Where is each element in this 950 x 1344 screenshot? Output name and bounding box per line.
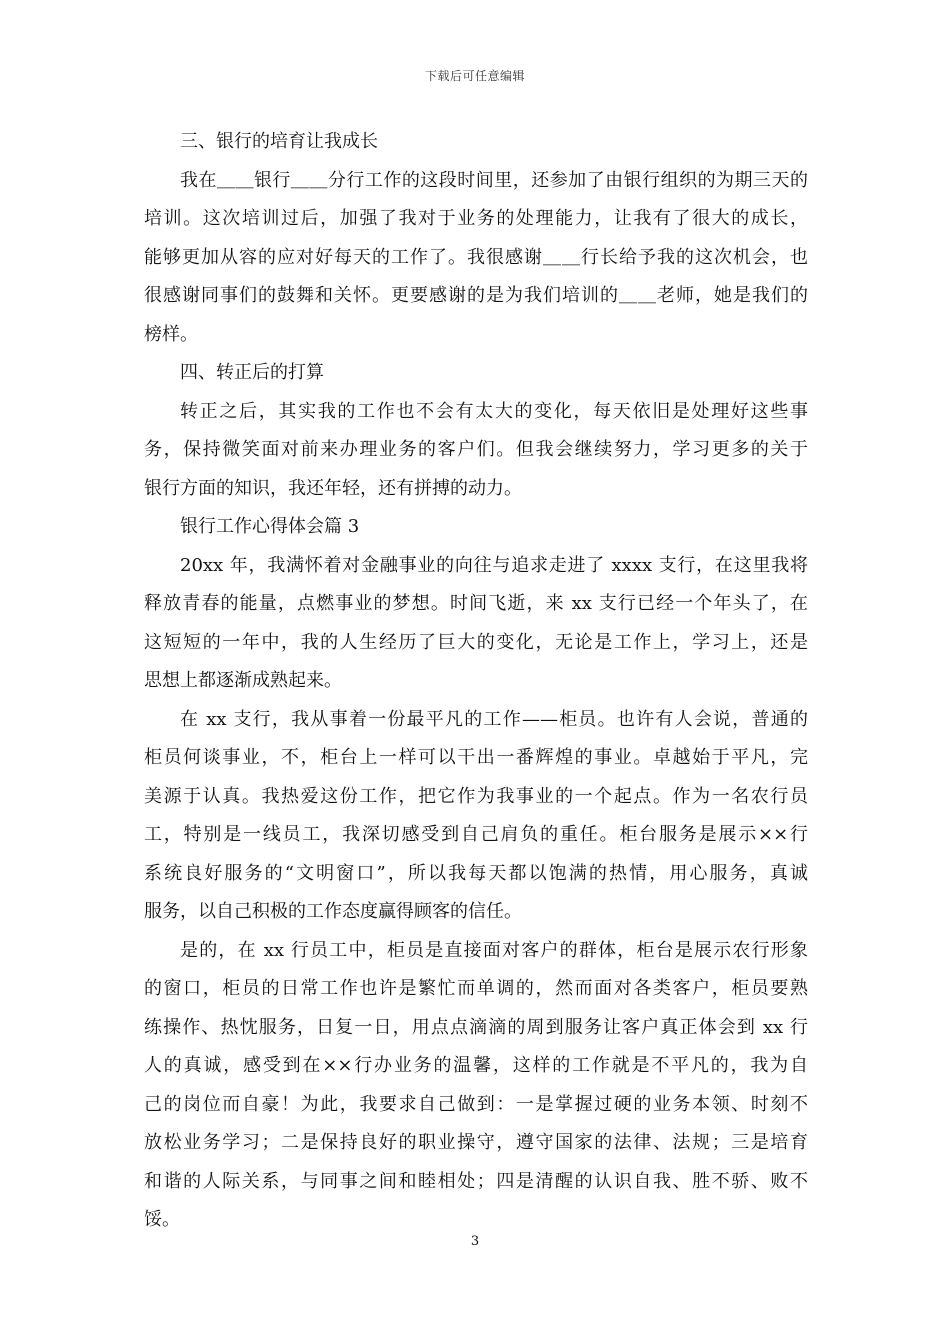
text-line: 培训。这次培训过后，加强了我对于业务的处理能力，让我有了很大的成长， — [144, 208, 808, 229]
text-line: 三、银行的培育让我成长 — [180, 131, 378, 152]
document-body — [144, 123, 808, 1240]
text-line: 馁。 — [144, 1209, 180, 1230]
text-line: 这短短的一年中，我的人生经历了巨大的变化，无论是工作上，学习上，还是 — [144, 631, 808, 653]
text-line: 在 xx 支行，我从事着一份最平凡的工作——柜员。也许有人会说，普通的 — [180, 708, 808, 730]
text-line: 四、转正后的打算 — [180, 362, 324, 383]
text-line: 我在＿＿银行＿＿分行工作的这段时间里，还参加了由银行组织的为期三天的 — [180, 169, 808, 191]
text-line: 柜员何谈事业，不，柜台上一样可以干出一番辉煌的事业。卓越始于平凡，完 — [144, 747, 808, 768]
text-line: 思想上都逐渐成熟起来。 — [144, 670, 342, 691]
text-line: 银行工作心得体会篇 3 — [180, 516, 360, 537]
page-header: 下载后可任意编辑 — [424, 69, 525, 83]
text-line: 工，特别是一线员工，我深切感受到自己肩负的重任。柜台服务是展示××行 — [144, 824, 808, 845]
text-line: 能够更加从容的应对好每天的工作了。我很感谢＿＿行长给予我的这次机会，也 — [144, 246, 808, 268]
text-line: 服务，以自己积极的工作态度赢得顾客的信任。 — [144, 901, 522, 922]
page-number: 3 — [470, 1234, 480, 1249]
text-line: 己的岗位而自豪！为此，我要求自己做到：一是掌握过硬的业务本领、时刻不 — [144, 1093, 808, 1115]
text-line: 人的真诚，感受到在××行办业务的温馨，这样的工作就是不平凡的，我为自 — [144, 1055, 808, 1076]
text-line: 释放青春的能量，点燃事业的梦想。时间飞逝，来 xx 支行已经一个年头了，在 — [144, 593, 808, 614]
text-line: 转正之后，其实我的工作也不会有太大的变化，每天依旧是处理好这些事 — [180, 400, 808, 422]
text-line: 银行方面的知识，我还年轻，还有拼搏的动力。 — [144, 477, 522, 499]
text-line: 20xx 年，我满怀着对金融事业的向往与追求走进了 xxxx 支行，在这里我将 — [180, 554, 808, 576]
text-line: 和谐的人际关系，与同事之间和睦相处；四是清醒的认识自我、胜不骄、败不 — [144, 1170, 808, 1192]
text-line: 放松业务学习；二是保持良好的职业操守，遵守国家的法律、法规；三是培育 — [144, 1132, 808, 1153]
text-line: 务，保持微笑面对前来办理业务的客户们。但我会继续努力，学习更多的关于 — [144, 439, 808, 460]
text-line: 美源于认真。我热爱这份工作，把它作为我事业的一个起点。作为一名农行员 — [144, 785, 808, 807]
text-line: 的窗口，柜员的日常工作也许是繁忙而单调的，然而面对各类客户，柜员要熟 — [144, 978, 808, 999]
text-line: 榜样。 — [144, 323, 198, 345]
text-line: 是的，在 xx 行员工中，柜员是直接面对客户的群体，柜台是展示农行形象 — [180, 939, 808, 961]
text-line: 系统良好服务的“文明窗口”，所以我每天都以饱满的热情，用心服务，真诚 — [144, 862, 808, 884]
text-line: 很感谢同事们的鼓舞和关怀。更要感谢的是为我们培训的＿＿老师，她是我们的 — [144, 285, 808, 306]
text-line: 练操作、热忱服务，日复一日，用点点滴滴的周到服务让客户真正体会到 xx 行 — [144, 1016, 808, 1038]
